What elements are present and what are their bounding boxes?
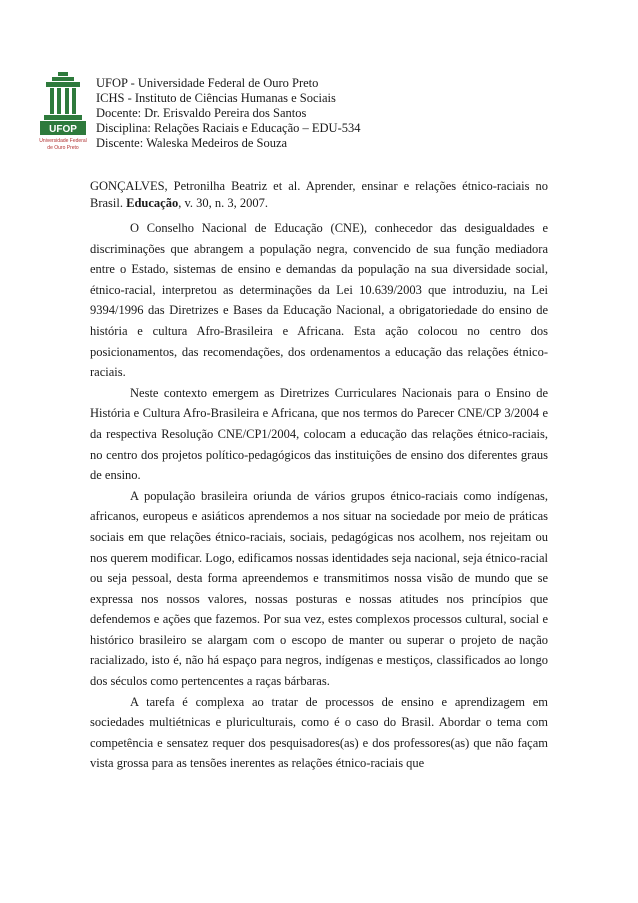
header-student: Discente: Waleska Medeiros de Souza: [96, 136, 288, 150]
logo-caption-1: Universidade Federal: [39, 138, 87, 144]
paragraph-1: O Conselho Nacional de Educação (CNE), conhecedor das desigualdades e discriminações que abrangem a população negra, convencido de sua função mediadora entre o Estado, sistemas de ensino e demandas da população na sua diversidade social, étnico-racial, interpretou as determinações da Lei 10.639/2003 que introduziu, na Lei 9394/1996 das Diretrizes e Bases da Educação Nacional, a obrigatoriedade do ensino de história e cultura Afro-Brasileira e Africana. Esta ação colocou no centro dos posicionamentos, das recomendações, dos ordenamentos a educação das relações étnico-raciais.: [90, 221, 548, 380]
bibliographic-reference: [90, 178, 548, 212]
logo-caption-2: de Ouro Preto: [47, 145, 79, 151]
university-logo: [38, 70, 88, 152]
reference-text: GONÇALVES, Petronilha Beatriz et al. Aprender, ensinar e relações étnico-raciais no Brasil.: [90, 179, 548, 210]
paragraph-3: A população brasileira oriunda de vários grupos étnico-raciais como indígenas, africanos, europeus e asiáticos aprendemos a nos situar na sociedade por meio de práticas sociais em que relações étnico-raciais, sociais, pedagógicas nos acolhem, nos rejeitam ou nos querem modificar. Logo, edificamos nossas identidades seja nacional, seja étnico-racial ou seja pessoal, desta forma apreendemos e transmitimos nossa visão de mundo que se expressa nos nossos valores, nossas posturas e nossas atitudes nos princípios que defendemos e ações que fazemos. Por sua vez, estes complexos processos cultural, social e histórico brasileiro se alargam com o escopo de manter ou superar o projeto de nação racializado, isto é, não há espaço para negros, indígenas e mestiços, classificados ao longo dos séculos como pertencentes a raças bárbaras.: [90, 488, 548, 689]
document-header: [96, 76, 361, 151]
header-university: UFOP - Universidade Federal de Ouro Preto: [96, 76, 319, 90]
header-institute: ICHS - Instituto de Ciências Humanas e Sociais: [96, 91, 336, 105]
paragraph-4: A tarefa é complexa ao tratar de processos de ensino e aprendizagem em sociedades multiétnicas e pluriculturais, como é o caso do Brasil. Abordar o tema com competência e sensatez requer dos pesquisadores(as) e dos professores(as) que não façam vista grossa para as tensões inerentes as relações étnico-raciais que: [90, 694, 548, 771]
paragraph-2: Neste contexto emergem as Diretrizes Curriculares Nacionais para o Ensino de História e Cultura Afro-Brasileira e Africana, que nos termos do Parecer CNE/CP 3/2004 e da respectiva Resolução CNE/CP1/2004, colocam a educação das relações étnico-raciais, no centro dos projetos político-pedagógicos das instituições de ensino dos diferentes graus de ensino.: [90, 385, 548, 483]
document-body: [90, 218, 548, 774]
logo-label: UFOP: [49, 124, 77, 135]
reference-journal: Educação: [126, 196, 179, 210]
header-course: Disciplina: Relações Raciais e Educação – EDU-534: [96, 121, 361, 135]
reference-details: , v. 30, n. 3, 2007.: [178, 196, 269, 210]
header-professor: Docente: Dr. Erisvaldo Pereira dos Santos: [96, 106, 307, 120]
